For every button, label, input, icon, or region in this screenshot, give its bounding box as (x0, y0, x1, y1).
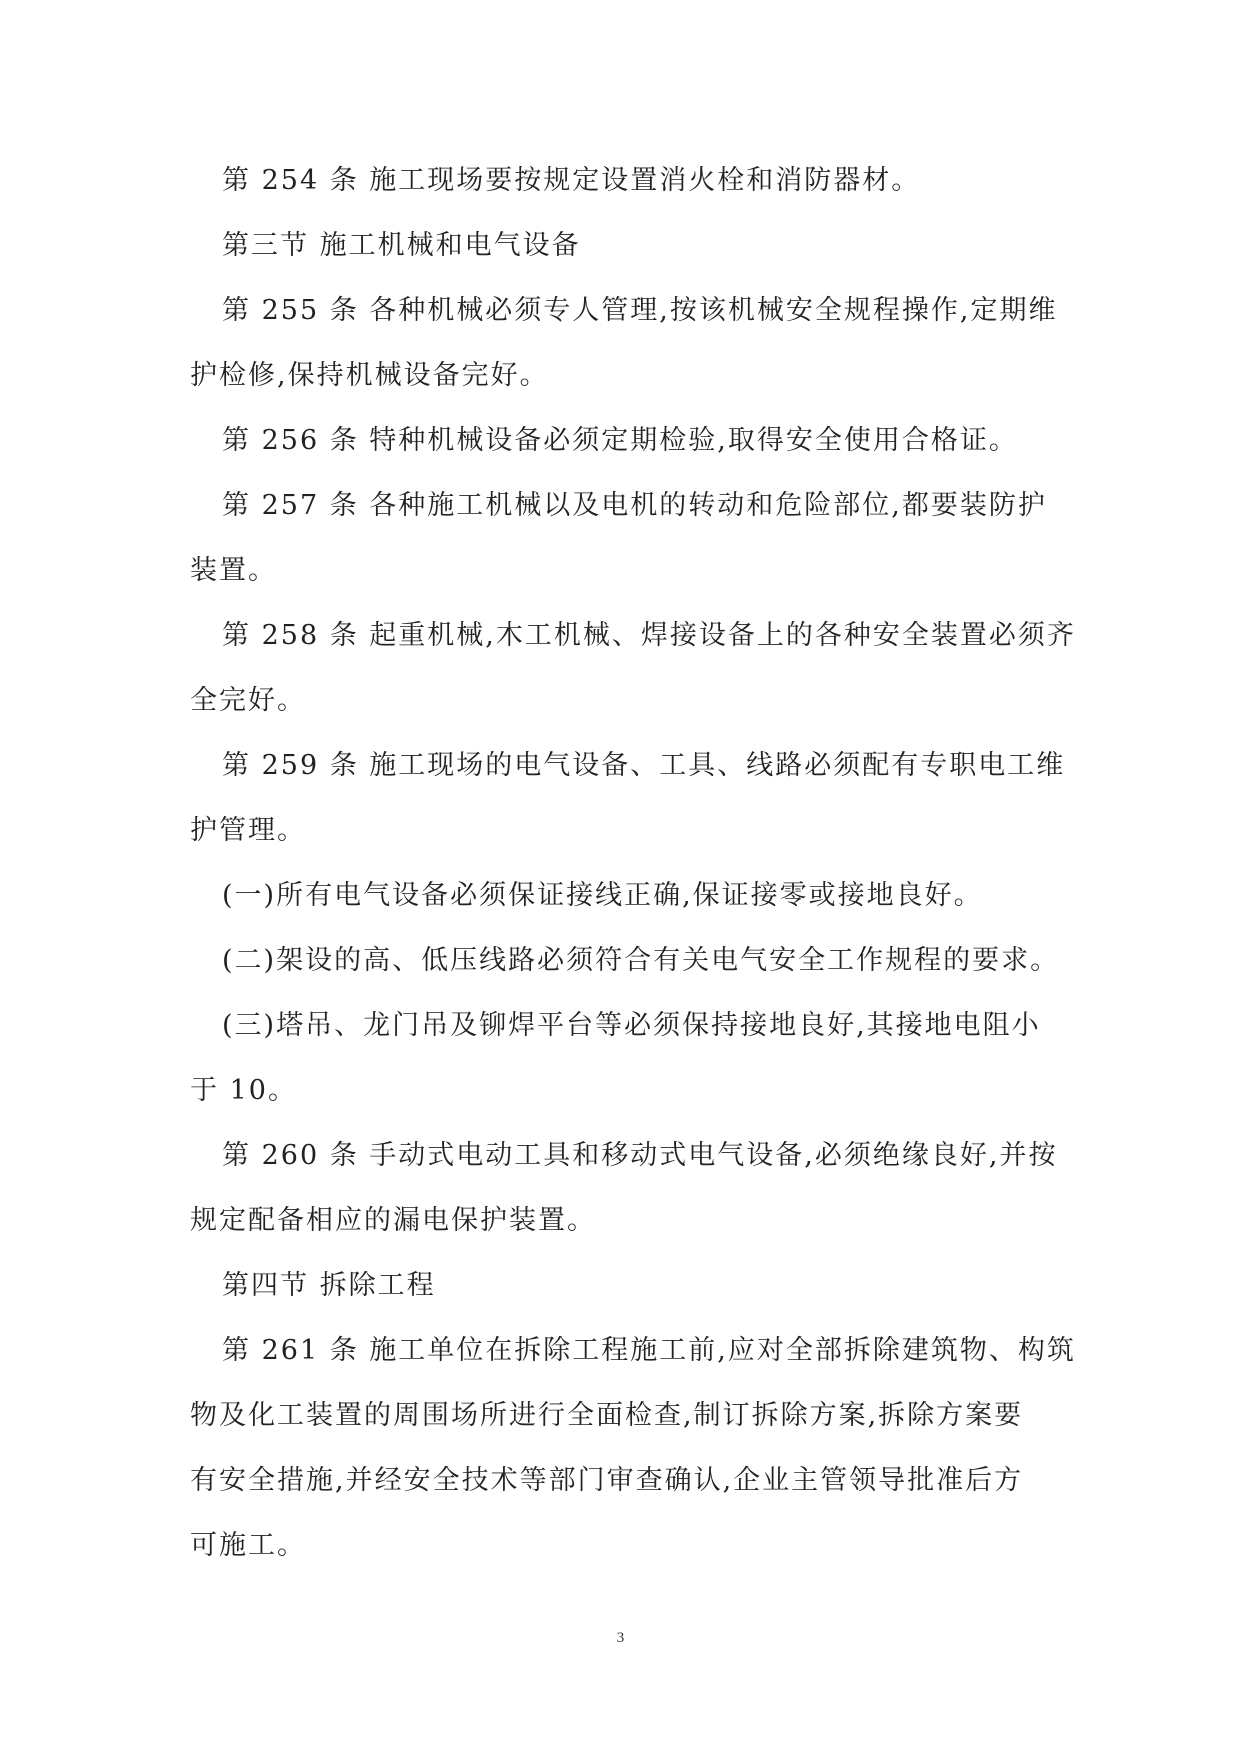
article-255-cont: 护检修,保持机械设备完好。 (190, 360, 549, 391)
article-254: 第 254 条 施工现场要按规定设置消火栓和消防器材。 (222, 165, 921, 196)
article-261: 第 261 条 施工单位在拆除工程施工前,应对全部拆除建筑物、构筑 (222, 1335, 1076, 1366)
clause-3-cont: 于 10。 (190, 1075, 297, 1106)
article-256: 第 256 条 特种机械设备必须定期检验,取得安全使用合格证。 (222, 425, 1018, 456)
article-260: 第 260 条 手动式电动工具和移动式电气设备,必须绝缘良好,并按 (222, 1140, 1058, 1171)
article-255: 第 255 条 各种机械必须专人管理,按该机械安全规程操作,定期维 (222, 295, 1058, 326)
article-261-cont-3: 可施工。 (190, 1530, 306, 1561)
page-number: 3 (616, 1630, 625, 1646)
clause-2: (二)架设的高、低压线路必须符合有关电气安全工作规程的要求。 (222, 945, 1060, 976)
article-258: 第 258 条 起重机械,木工机械、焊接设备上的各种安全装置必须齐 (222, 620, 1076, 651)
clause-1: (一)所有电气设备必须保证接线正确,保证接零或接地良好。 (222, 880, 983, 911)
section-3-heading: 第三节 施工机械和电气设备 (222, 230, 581, 261)
article-259: 第 259 条 施工现场的电气设备、工具、线路必须配有专职电工维 (222, 750, 1066, 781)
article-259-cont: 护管理。 (190, 815, 306, 846)
article-257: 第 257 条 各种施工机械以及电机的转动和危险部位,都要装防护 (222, 490, 1047, 521)
article-260-cont: 规定配备相应的漏电保护装置。 (190, 1205, 596, 1236)
clause-3: (三)塔吊、龙门吊及铆焊平台等必须保持接地良好,其接地电阻小 (222, 1010, 1041, 1041)
article-258-cont: 全完好。 (190, 685, 306, 716)
article-261-cont-2: 有安全措施,并经安全技术等部门审查确认,企业主管领导批准后方 (190, 1465, 1024, 1496)
article-261-cont-1: 物及化工装置的周围场所进行全面检查,制订拆除方案,拆除方案要 (190, 1400, 1024, 1431)
article-257-cont: 装置。 (190, 555, 277, 586)
section-4-heading: 第四节 拆除工程 (222, 1270, 436, 1301)
